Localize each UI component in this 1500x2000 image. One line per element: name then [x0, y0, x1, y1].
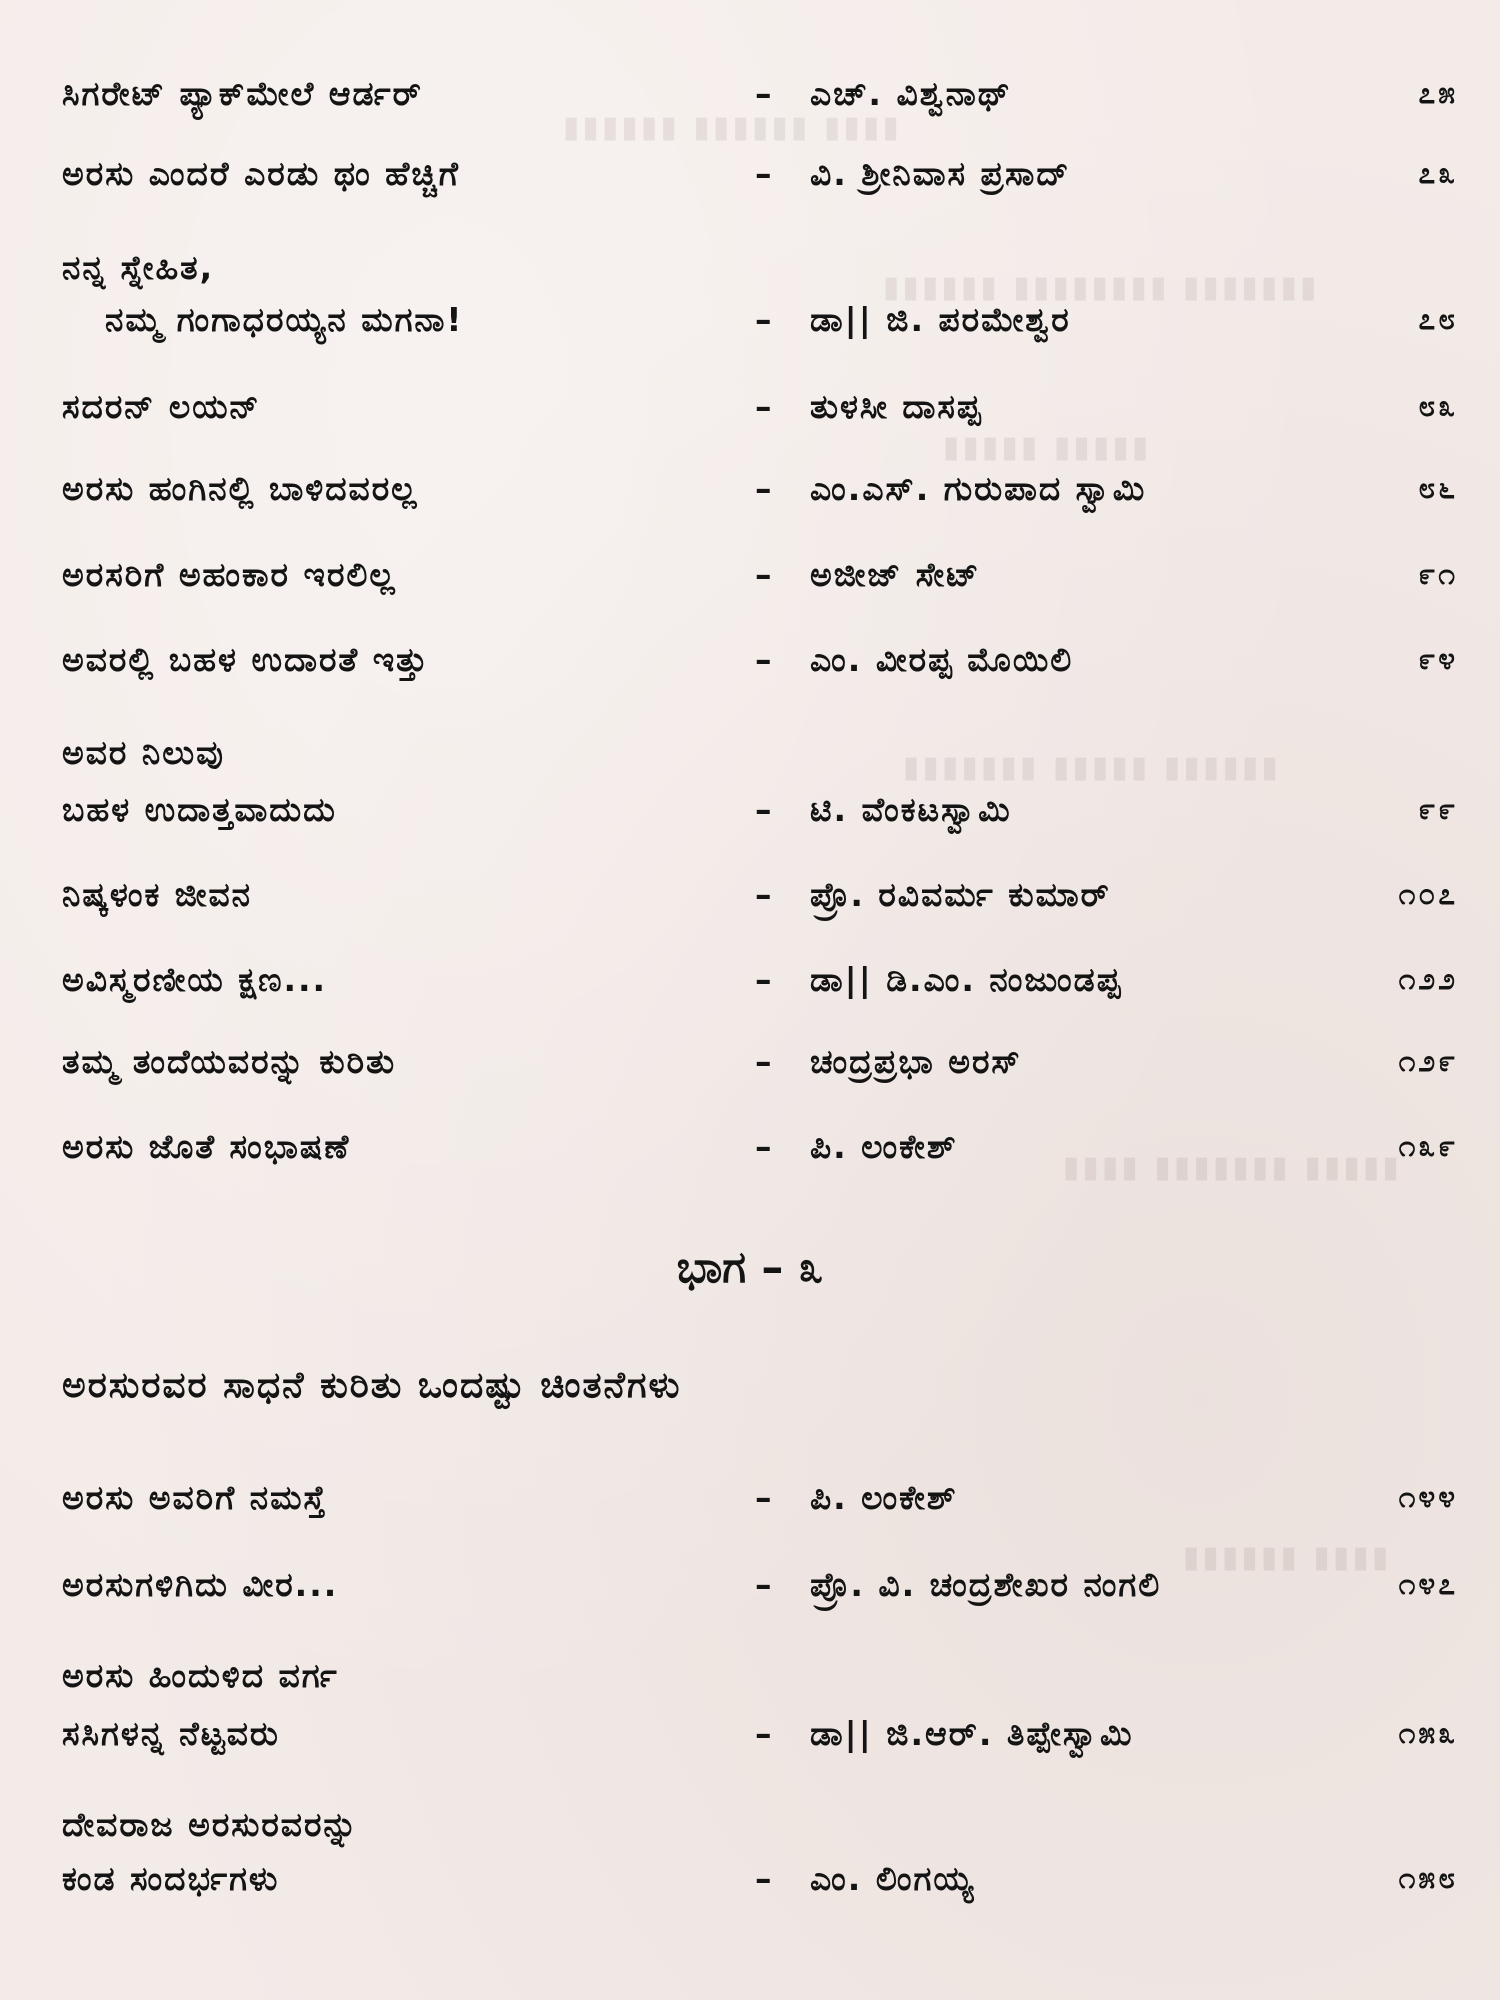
entry-page-number: ೮೬	[1418, 471, 1458, 506]
entry-title-line-1: ದೇವರಾಜ ಅರಸುರವರನ್ನು	[62, 1805, 359, 1844]
entry-author: ಪ್ರೊ. ವಿ. ಚಂದ್ರಶೇಖರ ನಂಗಲಿ	[810, 1565, 1162, 1604]
entry-author: ಟಿ. ವೆಂಕಟಸ್ವಾಮಿ	[810, 790, 1012, 829]
entry-page-number: ೧೫೩	[1398, 1716, 1458, 1751]
entry-title: ಸದರನ್ ಲಯನ್	[62, 387, 261, 426]
entry-page-number: ೭೩	[1418, 156, 1458, 191]
entry-dash: –	[755, 1859, 772, 1898]
entry-page-number: ೧೩೯	[1398, 1129, 1458, 1164]
entry-title: ತಮ್ಮ ತಂದೆಯವರನ್ನು ಕುರಿತು	[62, 1042, 397, 1081]
toc-entry-continued	[0, 1712, 1500, 1782]
bleed-through-decoration: ▮▮▮▮▮ ▮▮▮▮▮	[940, 430, 1149, 465]
entry-dash: –	[755, 300, 772, 339]
entry-page-number: ೭೮	[1418, 302, 1458, 337]
entry-dash: –	[755, 387, 772, 426]
bleed-through-decoration: ▮▮▮▮ ▮▮▮▮▮▮	[1180, 1540, 1389, 1575]
entry-author: ಎಂ. ಲಿಂಗಯ್ಯ	[810, 1859, 976, 1898]
section-title: ಅರಸುರವರ ಸಾಧನೆ ಕುರಿತು ಒಂದಷ್ಟು ಚಿಂತನೆಗಳು	[62, 1365, 682, 1406]
entry-title: ಅರಸರಿಗೆ ಅಹಂಕಾರ ಇರಲಿಲ್ಲ	[62, 555, 397, 594]
entry-author: ತುಳಸೀ ದಾಸಪ್ಪ	[810, 387, 983, 426]
entry-dash: –	[755, 469, 772, 508]
entry-author: ಪಿ. ಲಂಕೇಶ್	[810, 1127, 958, 1166]
bleed-through-decoration: ▮▮▮▮▮▮▮ ▮▮▮▮▮▮▮▮ ▮▮▮▮▮▮	[880, 270, 1317, 305]
entry-author: ಎಂ.ಎಸ್. ಗುರುಪಾದ ಸ್ವಾಮಿ	[810, 469, 1147, 508]
entry-title: ಅರಸು ಎಂದರೆ ಎರಡು ಥಂ ಹೆಚ್ಚಿಗೆ	[62, 154, 460, 193]
entry-dash: –	[755, 74, 772, 113]
entry-title: ಸಿಗರೇಟ್ ಪ್ಯಾಕ್‌ಮೇಲೆ ಆರ್ಡರ್	[62, 74, 423, 113]
toc-entry	[0, 553, 1500, 623]
toc-entry	[0, 1040, 1500, 1110]
toc-entry	[0, 958, 1500, 1028]
entry-page-number: ೯೪	[1418, 642, 1458, 677]
entry-title: ಅರಸು ಹಂಗಿನಲ್ಲಿ ಬಾಳಿದವರಲ್ಲ	[62, 469, 419, 508]
bleed-through-decoration: ▮▮▮▮▮ ▮▮▮▮▮▮▮ ▮▮▮▮	[1060, 1150, 1400, 1185]
entry-page-number: ೧೫೮	[1398, 1861, 1458, 1896]
entry-page-number: ೧೨೨	[1398, 962, 1458, 997]
entry-dash: –	[755, 1714, 772, 1753]
entry-page-number: ೧೪೭	[1398, 1567, 1458, 1602]
entry-dash: –	[755, 1478, 772, 1517]
bleed-through-decoration: ▮▮▮▮ ▮▮▮▮▮▮ ▮▮▮▮▮▮	[560, 110, 900, 145]
entry-dash: –	[755, 154, 772, 193]
entry-page-number: ೧೨೯	[1398, 1044, 1458, 1079]
toc-entry	[0, 1476, 1500, 1546]
toc-entry	[0, 873, 1500, 943]
entry-author: ಪ್ರೊ. ರವಿವರ್ಮ ಕುಮಾರ್	[810, 875, 1111, 914]
entry-title-line-2: ನಮ್ಮ ಗಂಗಾಧರಯ್ಯನ ಮಗನಾ!	[105, 300, 464, 339]
entry-author: ಚಂದ್ರಪ್ರಭಾ ಅರಸ್	[810, 1042, 1022, 1081]
toc-entry	[0, 72, 1500, 142]
bleed-through-decoration: ▮▮▮▮▮▮ ▮▮▮▮▮ ▮▮▮▮▮▮▮	[900, 750, 1279, 785]
entry-dash: –	[755, 1565, 772, 1604]
entry-title: ಅವಿಸ್ಮರಣೀಯ ಕ್ಷಣ...	[62, 960, 328, 999]
entry-page-number: ೧೦೭	[1398, 877, 1458, 912]
toc-entry	[0, 152, 1500, 222]
toc-entry	[0, 467, 1500, 537]
entry-title: ಅರಸು ಅವರಿಗೆ ನಮಸ್ತೆ	[62, 1478, 328, 1517]
entry-page-number: ೯೧	[1418, 557, 1458, 592]
entry-page-number: ೭೫	[1418, 76, 1458, 111]
entry-dash: –	[755, 875, 772, 914]
entry-dash: –	[755, 960, 772, 999]
entry-author: ಡಾ|| ಜಿ. ಪರಮೇಶ್ವರ	[810, 300, 1071, 339]
entry-dash: –	[755, 640, 772, 679]
entry-title: ಅವರಲ್ಲಿ ಬಹಳ ಉದಾರತೆ ಇತ್ತು	[62, 640, 429, 679]
entry-author: ಡಾ|| ಡಿ.ಎಂ. ನಂಜುಂಡಪ್ಪ	[810, 960, 1123, 999]
entry-author: ವಿ. ಶ್ರೀನಿವಾಸ ಪ್ರಸಾದ್	[810, 154, 1071, 193]
entry-title: ನಿಷ್ಕಳಂಕ ಜೀವನ	[62, 875, 253, 914]
entry-title: ಅರಸು ಜೊತೆ ಸಂಭಾಷಣೆ	[62, 1127, 351, 1166]
entry-dash: –	[755, 1042, 772, 1081]
entry-title-line-2: ಕಂಡ ಸಂದರ್ಭಗಳು	[62, 1859, 280, 1898]
entry-title-line-2: ಬಹಳ ಉದಾತ್ತವಾದುದು	[62, 790, 337, 829]
toc-entry	[0, 1125, 1500, 1195]
entry-title-line-1: ನನ್ನ ಸ್ನೇಹಿತ,	[62, 248, 215, 287]
entry-author: ಡಾ|| ಜಿ.ಆರ್. ತಿಪ್ಪೇಸ್ವಾಮಿ	[810, 1714, 1134, 1753]
entry-author: ಅಜೀಜ್ ಸೇಟ್	[810, 555, 981, 594]
toc-entry-continued	[0, 298, 1500, 368]
entry-title-line-1: ಅರಸು ಹಿಂದುಳಿದ ವರ್ಗ	[62, 1656, 339, 1695]
entry-title: ಅರಸುಗಳಿಗಿದು ವೀರ...	[62, 1565, 339, 1604]
toc-entry-continued	[0, 788, 1500, 858]
toc-entry	[0, 638, 1500, 708]
part-heading: ಭಾಗ – ೩	[676, 1242, 824, 1293]
entry-author: ಎಚ್. ವಿಶ್ವನಾಥ್	[810, 74, 1012, 113]
entry-page-number: ೯೯	[1418, 792, 1458, 827]
entry-page-number: ೮೩	[1418, 389, 1458, 424]
entry-author: ಪಿ. ಲಂಕೇಶ್	[810, 1478, 958, 1517]
entry-author: ಎಂ. ವೀರಪ್ಪ ಮೊಯಿಲಿ	[810, 640, 1074, 679]
toc-entry-continued	[0, 1857, 1500, 1927]
entry-dash: –	[755, 790, 772, 829]
entry-dash: –	[755, 555, 772, 594]
entry-title-line-1: ಅವರ ನಿಲುವು	[62, 733, 225, 772]
entry-page-number: ೧೪೪	[1398, 1480, 1458, 1515]
toc-entry	[0, 1563, 1500, 1633]
entry-title-line-2: ಸಸಿಗಳನ್ನ ನೆಟ್ಟವರು	[62, 1714, 280, 1753]
entry-dash: –	[755, 1127, 772, 1166]
toc-entry	[0, 385, 1500, 455]
